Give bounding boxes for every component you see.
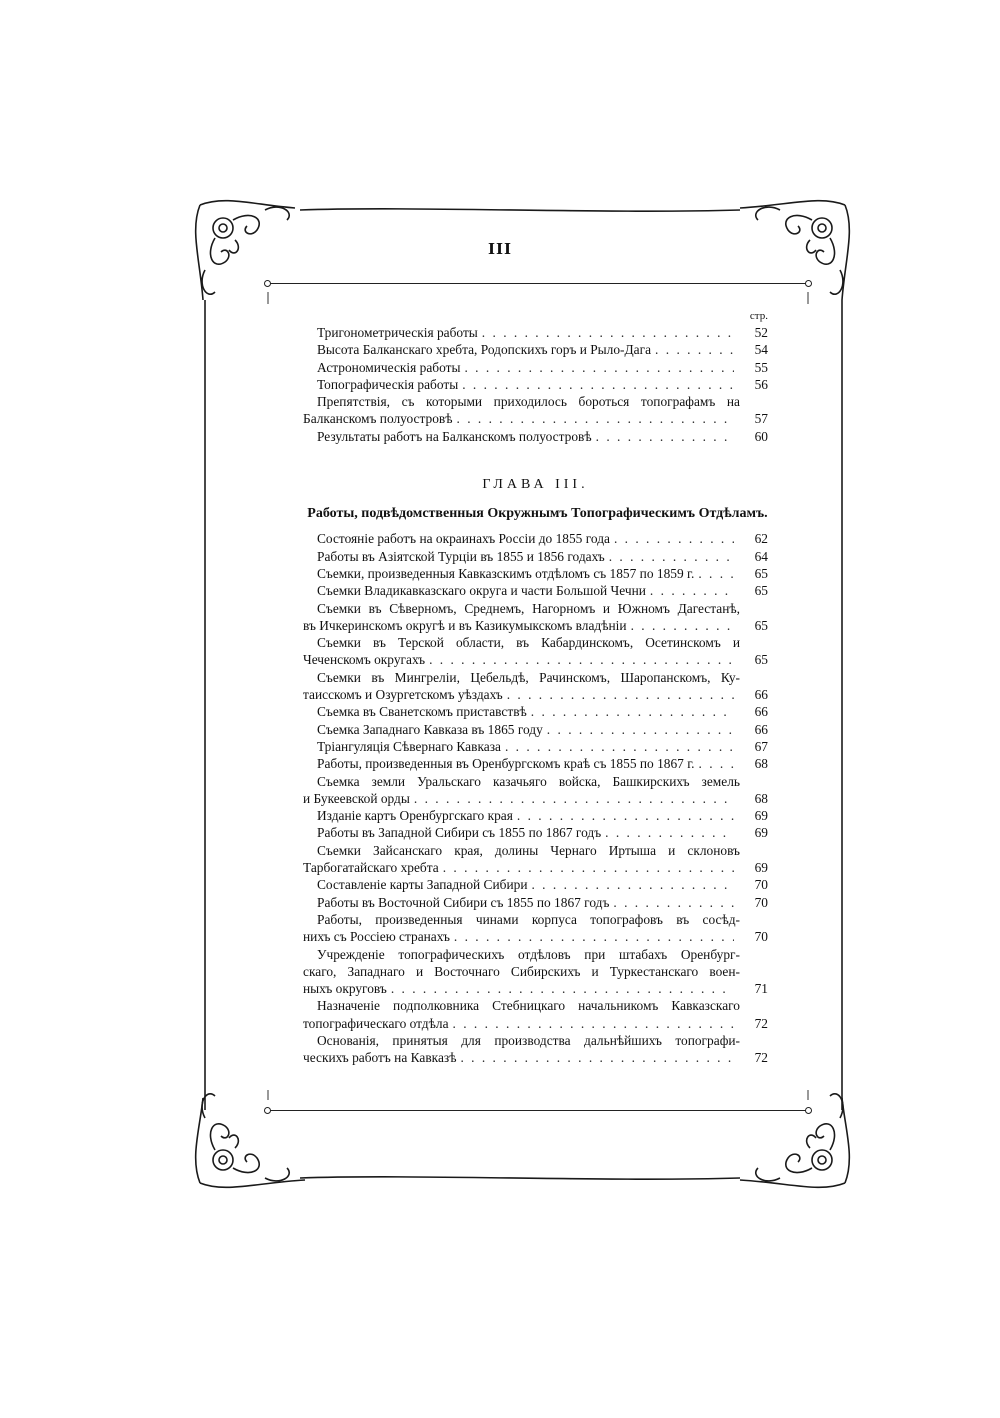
toc-entry-line	[303, 565, 768, 582]
toc-entry[interactable]	[303, 530, 768, 547]
toc-page-number: 69	[754, 825, 768, 841]
toc-entry-text: Работы, произведенныя чинами корпуса топографовъ въ сосѣд-	[317, 911, 740, 927]
toc-entry-line	[303, 755, 768, 772]
toc-page-number: 72	[754, 1015, 768, 1031]
toc-page-number: 69	[754, 860, 768, 876]
toc-entry-text: Съемка Западнаго Кавказа въ 1865 году	[317, 721, 543, 737]
toc-page-number: 52	[754, 325, 768, 340]
toc-page-number: 65	[754, 565, 768, 581]
toc-page-number: 60	[754, 428, 768, 444]
toc-entry[interactable]	[303, 703, 768, 720]
toc-entry-text: Съемки въ Сѣверномъ, Среднемъ, Нагорномъ и Южномъ Дагестанѣ,	[317, 600, 740, 616]
dot-leader	[698, 565, 734, 582]
dot-leader	[454, 928, 734, 945]
toc-entry-line	[303, 600, 768, 617]
toc-page-number: 65	[754, 583, 768, 599]
toc-entry-line	[303, 617, 768, 634]
dot-leader	[414, 790, 734, 807]
table-of-contents	[303, 309, 768, 1067]
toc-entry-line	[303, 911, 768, 928]
toc-page-number: 69	[754, 808, 768, 824]
toc-entry-line	[303, 980, 768, 997]
page-column-label: стр.	[749, 310, 768, 322]
toc-entry-text: Топографическія работы	[317, 376, 459, 392]
toc-page-number: 64	[754, 548, 768, 564]
toc-entry-text: Съемки Зайсанскаго края, долины Чернаго Иртыша и склоновъ	[317, 842, 740, 858]
toc-entry[interactable]	[303, 359, 768, 376]
toc-entry-line	[303, 1032, 768, 1049]
toc-entry-line	[303, 548, 768, 565]
toc-page-number: 70	[754, 929, 768, 945]
toc-entry-text: Астрономическія работы	[317, 359, 461, 375]
toc-entry[interactable]	[303, 393, 768, 428]
toc-entry-text: Съемка въ Сванетскомъ приставствѣ	[317, 704, 527, 720]
dot-leader	[547, 721, 734, 738]
toc-entry-line	[303, 359, 768, 376]
toc-entry-line	[303, 1015, 768, 1032]
toc-entry-text: Чеченскомъ округахъ	[303, 652, 426, 668]
toc-entry-text: Работы въ Азіятской Турціи въ 1855 и 1856 годахъ	[317, 548, 605, 564]
frame-corner-dot-icon	[264, 1107, 271, 1114]
toc-entry-line	[303, 824, 768, 841]
toc-entry-line	[303, 703, 768, 720]
toc-entry-line	[303, 686, 768, 703]
toc-entry-text: Съемки въ Терской области, въ Кабардинскомъ, Осетинскомъ и	[317, 635, 740, 651]
toc-entry-text: Состояніе работъ на окраинахъ Россіи до 1855 года	[317, 531, 610, 547]
toc-entry[interactable]	[303, 428, 768, 445]
toc-section-top	[303, 324, 768, 445]
dot-leader	[457, 410, 735, 427]
toc-entry-line	[303, 963, 768, 980]
toc-entry-text: Съемки Владикавказскаго округа и части Большой Чечни	[317, 583, 646, 599]
toc-entry-line	[303, 634, 768, 651]
toc-entry-text: ныхъ округовъ	[303, 981, 387, 997]
toc-entry-text: скаго, Западнаго и Восточнаго Сибирскихъ и Туркестанскаго воен-	[303, 963, 740, 979]
toc-entry[interactable]	[303, 911, 768, 946]
toc-entry-text: Съемки, произведенныя Кавказскимъ отдѣломъ съ 1857 по 1859 г.	[317, 565, 695, 581]
dot-leader	[462, 376, 734, 393]
toc-entry-text: Препятствія, съ которыми приходилось бороться топографамъ на	[317, 394, 740, 410]
toc-entry-text: Работы въ Западной Сибири съ 1855 по 1867 годъ	[317, 825, 602, 841]
toc-entry-line	[303, 1049, 768, 1066]
dot-leader	[460, 1049, 734, 1066]
toc-entry-line	[303, 721, 768, 738]
dot-leader	[531, 703, 734, 720]
dot-leader	[482, 324, 734, 341]
toc-entry[interactable]	[303, 773, 768, 808]
toc-page-number: 71	[754, 981, 768, 997]
toc-entry[interactable]	[303, 600, 768, 635]
toc-entry[interactable]	[303, 324, 768, 341]
toc-entry-text: Тригонометрическія работы	[317, 325, 478, 340]
toc-entry-text: Балканскомъ полуостровѣ	[303, 411, 453, 427]
dot-leader	[443, 859, 734, 876]
toc-entry-text: Съемка земли Уральскаго казачьяго войска, Башкирскихъ земель	[317, 773, 740, 789]
toc-page-number: 56	[754, 376, 768, 392]
frame-corner-dot-icon	[805, 280, 812, 287]
dot-leader	[453, 1015, 734, 1032]
toc-entry[interactable]	[303, 634, 768, 669]
page-number: III	[487, 240, 513, 258]
dot-leader	[464, 359, 734, 376]
toc-page-number: 68	[754, 790, 768, 806]
frame-corner-dot-icon	[805, 1107, 812, 1114]
toc-entry-line	[303, 946, 768, 963]
dot-leader	[505, 738, 734, 755]
toc-entry-line	[303, 842, 768, 859]
toc-entry[interactable]	[303, 565, 768, 582]
toc-entry-text: ческихъ работъ на Кавказѣ	[303, 1050, 457, 1066]
toc-entry-line	[303, 928, 768, 945]
toc-page-number: 67	[754, 738, 768, 754]
toc-entry[interactable]	[303, 548, 768, 565]
dot-leader	[650, 582, 734, 599]
toc-page-number: 66	[754, 687, 768, 703]
toc-section-chapter	[303, 530, 768, 1066]
toc-entry-text: и Букеевской орды	[303, 790, 410, 806]
toc-entry[interactable]	[303, 876, 768, 893]
toc-entry-line	[303, 651, 768, 668]
dot-leader	[631, 617, 734, 634]
chapter-title: Работы, подвѣдомственныя Окружнымъ Топографическимъ Отдѣламъ.	[307, 506, 768, 522]
toc-entry-line	[303, 859, 768, 876]
toc-entry-text: топографическаго отдѣла	[303, 1015, 449, 1031]
dot-leader	[531, 876, 734, 893]
toc-entry-text: Высота Балканскаго хребта, Родопскихъ горъ и Рыло-Дага	[317, 342, 652, 358]
dot-leader	[613, 894, 734, 911]
dot-leader	[609, 548, 734, 565]
frame-corner-dot-icon	[264, 280, 271, 287]
toc-entry[interactable]	[303, 341, 768, 358]
toc-entry-line	[303, 582, 768, 599]
toc-entry-text: Съемки въ Мингреліи, Цебельдѣ, Рачинскомъ, Шаропанскомъ, Ку-	[317, 669, 740, 685]
toc-page-number: 68	[754, 756, 768, 772]
toc-page-number: 57	[754, 411, 768, 427]
toc-entry-line	[303, 428, 768, 445]
toc-entry-text: Назначеніе подполковника Стебницкаго начальникомъ Кавказскаго	[317, 998, 740, 1014]
toc-entry-line	[303, 738, 768, 755]
toc-entry[interactable]	[303, 721, 768, 738]
toc-page-number: 70	[754, 877, 768, 893]
toc-entry[interactable]	[303, 807, 768, 824]
toc-entry[interactable]	[303, 376, 768, 393]
toc-entry[interactable]	[303, 842, 768, 877]
toc-entry-text: Работы, произведенныя въ Оренбургскомъ краѣ съ 1855 по 1867 г.	[317, 756, 695, 772]
dot-leader	[699, 755, 734, 772]
toc-entry[interactable]	[303, 824, 768, 841]
toc-entry-line	[303, 773, 768, 790]
toc-page-number: 70	[754, 894, 768, 910]
toc-page-number: 65	[754, 652, 768, 668]
toc-entry-line	[303, 876, 768, 893]
toc-page-number: 65	[754, 617, 768, 633]
toc-entry-text: въ Ичкеринскомъ округѣ и въ Казикумыкскомъ владѣніи	[303, 617, 627, 633]
dot-leader	[605, 824, 734, 841]
toc-entry-text: Тріангуляція Сѣвернаго Кавказа	[317, 738, 501, 754]
dot-leader	[517, 807, 734, 824]
toc-entry-line	[303, 894, 768, 911]
toc-entry[interactable]	[303, 755, 768, 772]
toc-entry-text: таисскомъ и Озургетскомъ уѣздахъ	[303, 687, 503, 703]
dot-leader	[655, 341, 734, 358]
toc-entry-text: Работы въ Восточной Сибири съ 1855 по 1867 годъ	[317, 894, 610, 910]
toc-entry-line	[303, 997, 768, 1014]
dot-leader	[614, 530, 734, 547]
toc-entry[interactable]	[303, 669, 768, 704]
toc-page-number: 62	[754, 531, 768, 547]
toc-entry-line	[303, 324, 768, 341]
toc-entry-text: Тарбогатайскаго хребта	[303, 860, 439, 876]
dot-leader	[391, 980, 734, 997]
toc-page-number: 66	[754, 721, 768, 737]
toc-entry-line	[303, 341, 768, 358]
toc-entry[interactable]	[303, 1032, 768, 1067]
toc-entry-line	[303, 790, 768, 807]
toc-entry-text: Изданіе картъ Оренбургскаго края	[317, 808, 513, 824]
toc-entry-text: нихъ съ Россіею странахъ	[303, 929, 450, 945]
toc-entry-text: Учрежденіе топографическихъ отдѣловъ при штабахъ Оренбург-	[317, 946, 740, 962]
toc-entry-line	[303, 393, 768, 410]
toc-entry-line	[303, 530, 768, 547]
toc-entry-line	[303, 669, 768, 686]
toc-entry-line	[303, 807, 768, 824]
toc-entry[interactable]	[303, 582, 768, 599]
toc-page-number: 72	[754, 1050, 768, 1066]
toc-entry-text: Составленіе карты Западной Сибири	[317, 877, 528, 893]
toc-entry[interactable]	[303, 997, 768, 1032]
toc-page-number: 66	[754, 704, 768, 720]
toc-page-number: 54	[754, 342, 768, 358]
toc-entry-line	[303, 376, 768, 393]
dot-leader	[429, 651, 734, 668]
toc-entry-line	[303, 410, 768, 427]
toc-entry[interactable]	[303, 894, 768, 911]
toc-page-number: 55	[754, 359, 768, 375]
toc-entry[interactable]	[303, 738, 768, 755]
toc-entry[interactable]	[303, 946, 768, 998]
dot-leader	[507, 686, 734, 703]
toc-entry-text: Результаты работъ на Балканскомъ полуостровѣ	[317, 428, 592, 444]
chapter-heading: ГЛАВА III.	[482, 477, 589, 493]
dot-leader	[596, 428, 734, 445]
toc-entry-text: Основанія, принятыя для производства дальнѣйшихъ топографи-	[317, 1032, 740, 1048]
